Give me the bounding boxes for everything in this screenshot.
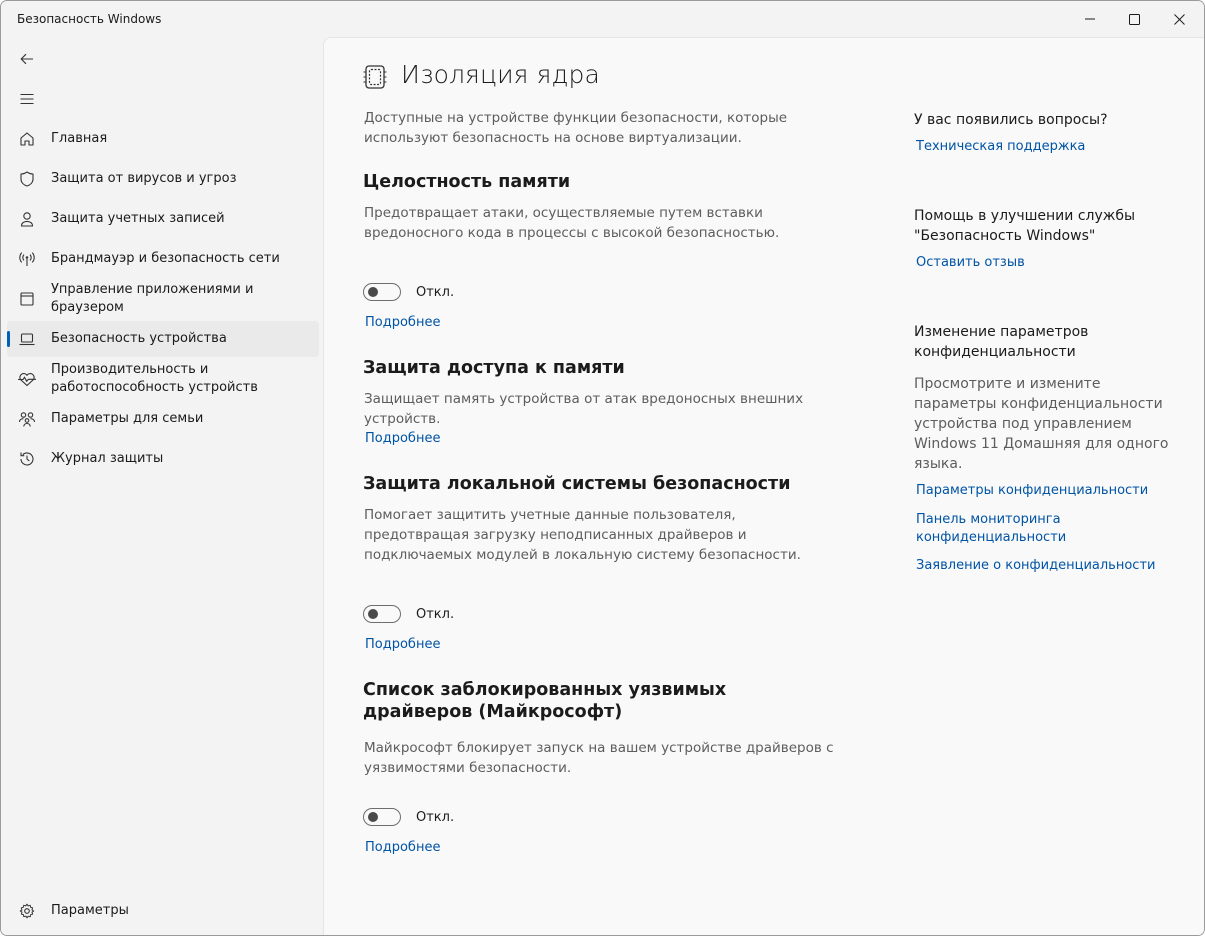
- section-desc-lsa-protection: Помогает защитить учетные данные пользователя, предотвращая загрузку неподписанных драйверов и подключаемых модулей в локальную систему безопасности.: [364, 507, 801, 563]
- memory-access-learn-more-link[interactable]: Подробнее: [365, 431, 441, 446]
- section-heading-lsa-protection: Защита локальной системы безопасности: [363, 474, 791, 494]
- improve-title: Помощь в улучшении службы "Безопасность Windows": [914, 208, 1136, 244]
- nav-item-app-browser-control[interactable]: [7, 279, 319, 319]
- nav-label: Безопасность устройства: [51, 331, 227, 346]
- core-isolation-chip-icon: [363, 63, 387, 91]
- app-window-icon: [17, 289, 37, 309]
- privacy-settings-link[interactable]: Параметры конфиденциальности: [916, 483, 1149, 498]
- nav-item-firewall[interactable]: [7, 241, 319, 277]
- toggle-state-label: Откл.: [416, 809, 455, 825]
- nav-label: Защита от вирусов и угроз: [51, 171, 237, 186]
- home-icon: [17, 129, 37, 149]
- memory-integrity-toggle-group: [363, 283, 454, 301]
- gear-icon: [17, 901, 37, 921]
- memory-integrity-toggle[interactable]: [363, 283, 401, 301]
- maximize-button[interactable]: [1111, 1, 1157, 37]
- driver-blocklist-toggle[interactable]: [363, 808, 401, 826]
- nav-item-account-protection[interactable]: [7, 201, 319, 237]
- close-button[interactable]: [1156, 1, 1202, 37]
- section-heading-driver-blocklist: Список заблокированных уязвимых драйверов (Майкрософт): [363, 680, 727, 722]
- tech-support-link[interactable]: Техническая поддержка: [916, 139, 1086, 154]
- page-intro: Доступные на устройстве функции безопасности, которые используют безопасность на основе виртуализации.: [364, 110, 788, 146]
- nav-label: Параметры для семьи: [51, 411, 204, 426]
- toggle-knob: [368, 609, 378, 619]
- section-desc-driver-blocklist: Майкрософт блокирует запуск на вашем устройстве драйверов с уязвимостями безопасности.: [364, 740, 834, 776]
- nav-label: Параметры: [51, 903, 129, 918]
- nav-item-settings[interactable]: [7, 893, 319, 929]
- driver-blocklist-learn-more-link[interactable]: Подробнее: [365, 840, 441, 855]
- nav-label: Главная: [51, 131, 108, 146]
- window-title: Безопасность Windows: [17, 12, 162, 26]
- hamburger-icon: [19, 91, 35, 107]
- lsa-protection-toggle-group: [363, 605, 454, 623]
- nav-label: Брандмауэр и безопасность сети: [51, 251, 280, 266]
- back-button[interactable]: [15, 47, 39, 71]
- person-icon: [17, 209, 37, 229]
- menu-button[interactable]: [15, 87, 39, 111]
- toggle-state-label: Откл.: [416, 284, 455, 300]
- memory-integrity-learn-more-link[interactable]: Подробнее: [365, 315, 441, 330]
- close-icon: [1174, 14, 1185, 25]
- nav-label: Производительность и работоспособность устройств: [51, 362, 258, 395]
- back-arrow-icon: [19, 51, 35, 67]
- nav-item-device-performance[interactable]: [7, 359, 319, 399]
- toggle-knob: [368, 287, 378, 297]
- toggle-state-label: Откл.: [416, 606, 455, 622]
- minimize-icon: [1085, 14, 1095, 24]
- sidebar: [1, 37, 323, 935]
- antenna-icon: [17, 249, 37, 269]
- nav-item-protection-history[interactable]: [7, 441, 319, 477]
- section-desc-memory-access: Защищает память устройства от атак вредоносных внешних устройств.: [364, 391, 804, 427]
- privacy-statement-link[interactable]: Заявление о конфиденциальности: [916, 558, 1156, 573]
- maximize-icon: [1129, 14, 1140, 25]
- lsa-protection-learn-more-link[interactable]: Подробнее: [365, 637, 441, 652]
- section-desc-memory-integrity: Предотвращает атаки, осуществляемые путем вставки вредоносного кода в процессы с высокой безопасностью.: [364, 205, 780, 241]
- page-title: Изоляция ядра: [401, 60, 600, 89]
- nav-label: Защита учетных записей: [51, 211, 225, 226]
- title-bar: [1, 1, 1204, 37]
- nav-item-family-options[interactable]: [7, 401, 319, 437]
- privacy-dashboard-link[interactable]: Панель мониторинга конфиденциальности: [916, 512, 1067, 545]
- history-icon: [17, 449, 37, 469]
- shield-icon: [17, 169, 37, 189]
- feedback-link[interactable]: Оставить отзыв: [916, 255, 1025, 270]
- nav-label: Управление приложениями и браузером: [51, 282, 254, 315]
- nav-label: Журнал защиты: [51, 451, 164, 466]
- lsa-protection-toggle[interactable]: [363, 605, 401, 623]
- heart-pulse-icon: [17, 369, 37, 389]
- toggle-knob: [368, 812, 378, 822]
- privacy-text: Просмотрите и измените параметры конфиденциальности устройства под управлением Windows 11 Домашняя для одного языка.: [914, 376, 1169, 472]
- family-icon: [17, 409, 37, 429]
- laptop-icon: [17, 329, 37, 349]
- nav-item-virus-protection[interactable]: [7, 161, 319, 197]
- minimize-button[interactable]: [1067, 1, 1113, 37]
- nav-item-home[interactable]: [7, 121, 319, 157]
- section-heading-memory-access: Защита доступа к памяти: [363, 358, 625, 378]
- driver-blocklist-toggle-group: [363, 808, 454, 826]
- privacy-title: Изменение параметров конфиденциальности: [914, 324, 1089, 360]
- questions-title: У вас появились вопросы?: [914, 112, 1108, 128]
- nav-item-device-security[interactable]: [7, 321, 319, 357]
- section-heading-memory-integrity: Целостность памяти: [363, 172, 571, 192]
